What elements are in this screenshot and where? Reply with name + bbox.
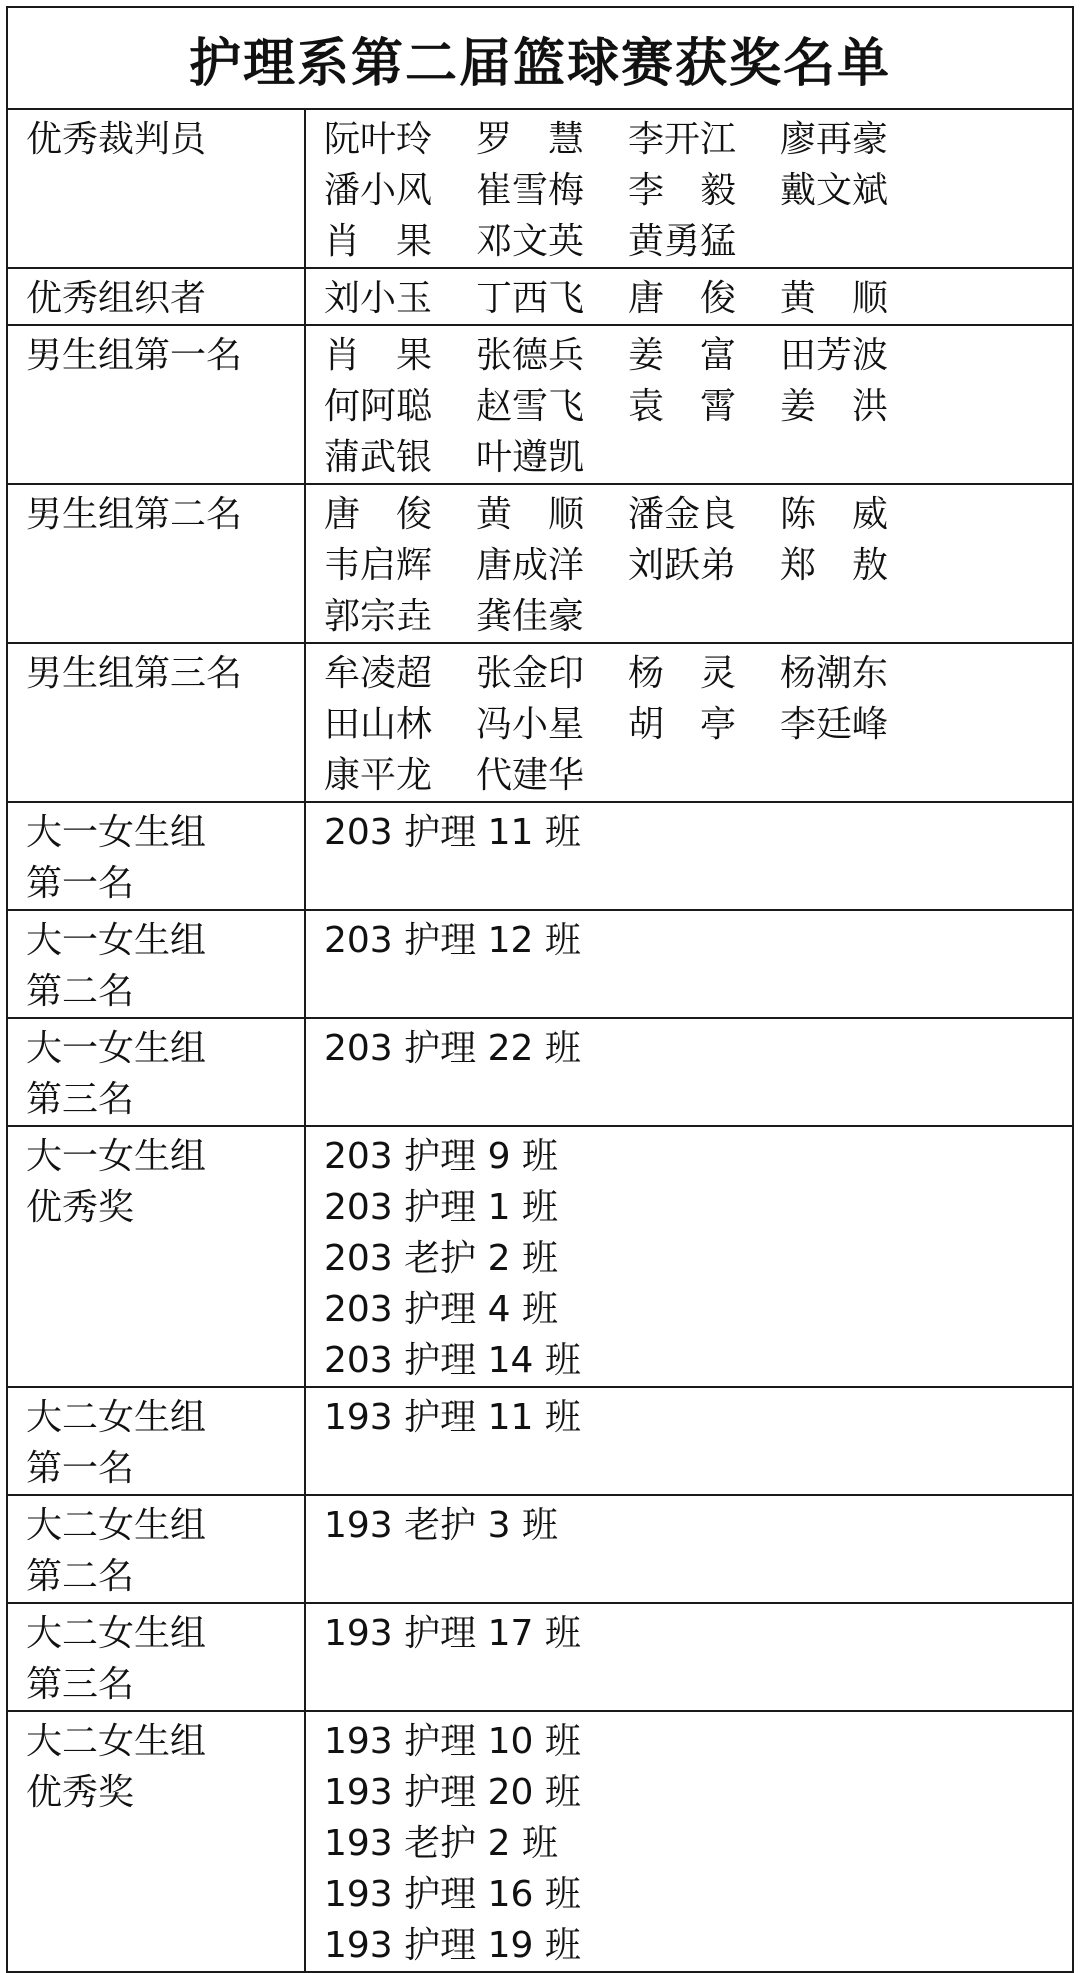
winner-name: 李 毅 bbox=[628, 170, 737, 211]
winner-name: 姜 富 bbox=[628, 335, 737, 376]
winner-names-cell bbox=[305, 268, 1073, 325]
winner-name: 康平龙 bbox=[324, 755, 433, 796]
award-category: 大二女生组 优秀奖 bbox=[7, 1711, 305, 1972]
award-category: 大一女生组 优秀奖 bbox=[7, 1126, 305, 1387]
award-category: 男生组第二名 bbox=[7, 484, 305, 643]
winner-name: 叶遵凯 bbox=[476, 437, 585, 478]
names-line bbox=[324, 699, 1072, 750]
award-category: 优秀组织者 bbox=[7, 268, 305, 325]
winner-name: 刘小玉 bbox=[324, 278, 433, 319]
names-line bbox=[324, 750, 1072, 801]
winner-name: 韦启辉 bbox=[324, 545, 433, 586]
winner-name: 张德兵 bbox=[476, 335, 585, 376]
winner-name: 唐 俊 bbox=[628, 278, 737, 319]
winner-class: 193 护理 20 班 bbox=[324, 1772, 581, 1813]
winner-names-cell bbox=[305, 643, 1073, 802]
names-line bbox=[324, 381, 1072, 432]
names-line bbox=[324, 216, 1072, 267]
names-line bbox=[324, 330, 1072, 381]
awards-table bbox=[6, 6, 1074, 1973]
winner-name: 冯小星 bbox=[476, 704, 585, 745]
winner-name: 罗 慧 bbox=[476, 119, 585, 160]
winner-name: 袁 霄 bbox=[628, 386, 737, 427]
winner-name: 何阿聪 bbox=[324, 386, 433, 427]
winner-class: 203 护理 4 班 bbox=[324, 1289, 558, 1330]
award-row bbox=[7, 643, 1073, 802]
winner-name: 潘小风 bbox=[324, 170, 433, 211]
names-line bbox=[324, 540, 1072, 591]
award-category: 大二女生组 第二名 bbox=[7, 1495, 305, 1603]
winner-name: 郑 敖 bbox=[780, 545, 889, 586]
winner-class: 193 护理 11 班 bbox=[324, 1397, 581, 1438]
award-row bbox=[7, 1495, 1073, 1603]
winner-name: 杨 灵 bbox=[628, 653, 737, 694]
winner-names-cell bbox=[305, 325, 1073, 484]
winner-classes-cell bbox=[305, 910, 1073, 1018]
winner-name: 蒲武银 bbox=[324, 437, 433, 478]
winner-name: 龚佳豪 bbox=[476, 596, 585, 637]
winner-classes-cell bbox=[305, 1603, 1073, 1711]
winner-name: 唐成洋 bbox=[476, 545, 585, 586]
page-title: 护理系第二届篮球赛获奖名单 bbox=[7, 7, 1073, 109]
winner-names-cell bbox=[305, 109, 1073, 268]
winner-name: 田山林 bbox=[324, 704, 433, 745]
award-category: 大一女生组 第一名 bbox=[7, 802, 305, 910]
winner-classes-cell bbox=[305, 1018, 1073, 1126]
winner-name: 阮叶玲 bbox=[324, 119, 433, 160]
winner-name: 郭宗垚 bbox=[324, 596, 433, 637]
winner-classes-cell bbox=[305, 802, 1073, 910]
winner-name: 黄勇猛 bbox=[628, 221, 737, 262]
winner-class: 203 护理 1 班 bbox=[324, 1187, 558, 1228]
winner-class: 203 老护 2 班 bbox=[324, 1238, 558, 1279]
winner-classes-cell bbox=[305, 1495, 1073, 1603]
award-category: 大一女生组 第二名 bbox=[7, 910, 305, 1018]
winner-name: 丁西飞 bbox=[476, 278, 585, 319]
award-row bbox=[7, 802, 1073, 910]
winner-name: 陈 威 bbox=[780, 494, 889, 535]
winner-name: 刘跃弟 bbox=[628, 545, 737, 586]
winner-classes-cell bbox=[305, 1126, 1073, 1387]
winner-name: 姜 洪 bbox=[780, 386, 889, 427]
winner-name: 戴文斌 bbox=[780, 170, 889, 211]
award-category: 大一女生组 第三名 bbox=[7, 1018, 305, 1126]
winner-name: 唐 俊 bbox=[324, 494, 433, 535]
names-line bbox=[324, 273, 1072, 324]
title-row bbox=[7, 7, 1073, 109]
award-row bbox=[7, 1126, 1073, 1387]
winner-name: 黄 顺 bbox=[476, 494, 585, 535]
winner-class: 203 护理 14 班 bbox=[324, 1340, 581, 1381]
winner-name: 李开江 bbox=[628, 119, 737, 160]
winner-name: 邓文英 bbox=[476, 221, 585, 262]
names-line bbox=[324, 591, 1072, 642]
winner-class: 193 护理 17 班 bbox=[324, 1613, 581, 1654]
winner-class: 203 护理 9 班 bbox=[324, 1136, 558, 1177]
award-row bbox=[7, 1387, 1073, 1495]
award-row bbox=[7, 325, 1073, 484]
winner-class: 193 老护 3 班 bbox=[324, 1505, 558, 1546]
award-category: 大二女生组 第一名 bbox=[7, 1387, 305, 1495]
award-row bbox=[7, 268, 1073, 325]
winner-class: 203 护理 22 班 bbox=[324, 1028, 581, 1069]
winner-class: 203 护理 11 班 bbox=[324, 812, 581, 853]
winner-name: 田芳波 bbox=[780, 335, 889, 376]
award-row bbox=[7, 109, 1073, 268]
winner-name: 肖 果 bbox=[324, 335, 433, 376]
awards-body bbox=[7, 109, 1073, 1972]
winner-class: 193 护理 19 班 bbox=[324, 1925, 581, 1966]
winner-class: 203 护理 12 班 bbox=[324, 920, 581, 961]
names-line bbox=[324, 165, 1072, 216]
winner-name: 代建华 bbox=[476, 755, 585, 796]
award-category: 优秀裁判员 bbox=[7, 109, 305, 268]
award-row bbox=[7, 910, 1073, 1018]
award-row bbox=[7, 484, 1073, 643]
winner-class: 193 护理 10 班 bbox=[324, 1721, 581, 1762]
award-category: 大二女生组 第三名 bbox=[7, 1603, 305, 1711]
award-row bbox=[7, 1018, 1073, 1126]
award-category: 男生组第三名 bbox=[7, 643, 305, 802]
winner-classes-cell bbox=[305, 1711, 1073, 1972]
winner-name: 肖 果 bbox=[324, 221, 433, 262]
winner-name: 崔雪梅 bbox=[476, 170, 585, 211]
award-category: 男生组第一名 bbox=[7, 325, 305, 484]
winner-name: 牟凌超 bbox=[324, 653, 433, 694]
names-line bbox=[324, 432, 1072, 483]
award-row bbox=[7, 1603, 1073, 1711]
names-line bbox=[324, 489, 1072, 540]
names-line bbox=[324, 114, 1072, 165]
winner-names-cell bbox=[305, 484, 1073, 643]
winner-class: 193 护理 16 班 bbox=[324, 1874, 581, 1915]
names-line bbox=[324, 648, 1072, 699]
winner-name: 黄 顺 bbox=[780, 278, 889, 319]
winner-name: 胡 亭 bbox=[628, 704, 737, 745]
winner-name: 李廷峰 bbox=[780, 704, 889, 745]
winner-classes-cell bbox=[305, 1387, 1073, 1495]
winner-name: 赵雪飞 bbox=[476, 386, 585, 427]
winner-name: 廖再豪 bbox=[780, 119, 889, 160]
winner-name: 杨潮东 bbox=[780, 653, 889, 694]
winner-name: 张金印 bbox=[476, 653, 585, 694]
winner-class: 193 老护 2 班 bbox=[324, 1823, 558, 1864]
winner-name: 潘金良 bbox=[628, 494, 737, 535]
award-row bbox=[7, 1711, 1073, 1972]
